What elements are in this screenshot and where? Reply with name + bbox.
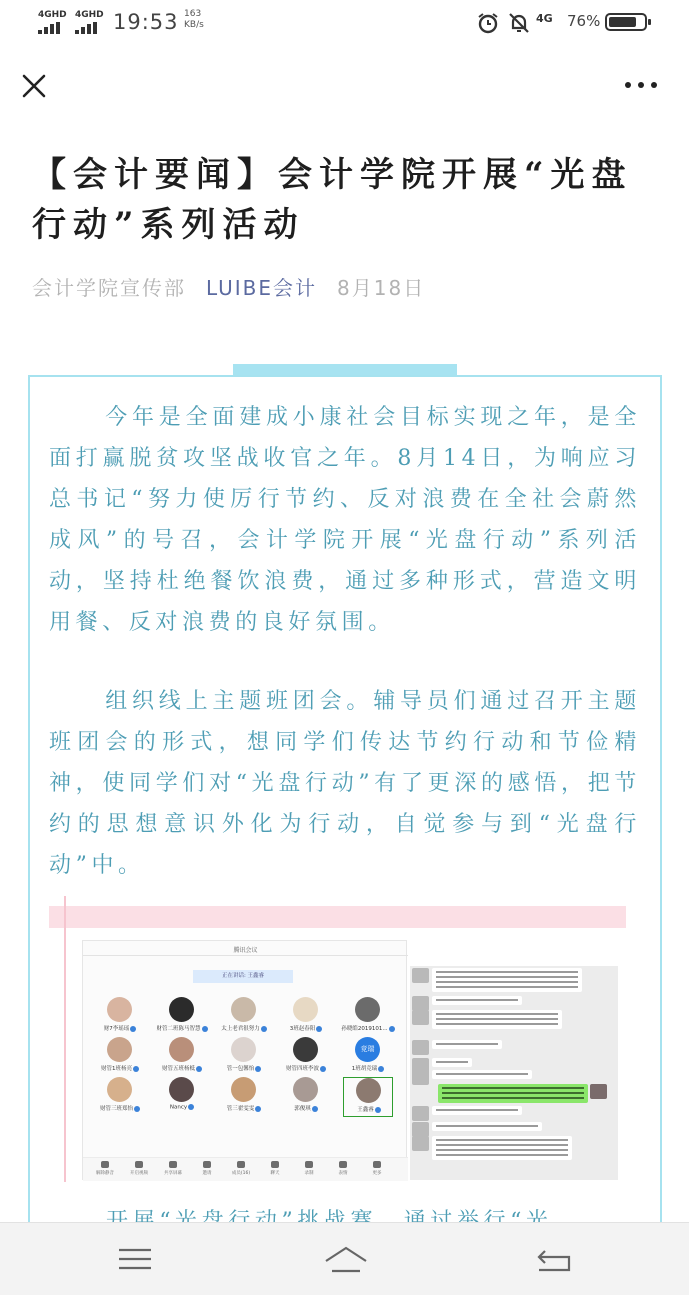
- participant-name: 管三翟雯雯: [215, 1104, 273, 1112]
- article-author: 会计学院宣传部: [32, 276, 186, 300]
- home-icon[interactable]: [322, 1243, 370, 1275]
- meeting-toolbar-item: 聊天: [263, 1161, 287, 1176]
- chat-message: [410, 1084, 610, 1108]
- participant-avatar: [169, 997, 194, 1022]
- chat-message: [410, 996, 610, 1008]
- participant-name: 财管四班李波: [277, 1064, 335, 1072]
- network-type: 4G: [536, 12, 553, 25]
- participant-tile: [157, 1037, 207, 1077]
- chat-avatar: [412, 1010, 429, 1025]
- mic-icon: [130, 1026, 136, 1032]
- participant-avatar: [107, 997, 132, 1022]
- clock: 19:53: [113, 10, 179, 34]
- mic-icon: [320, 1066, 326, 1072]
- chat-message: [410, 1058, 610, 1070]
- toolbar-icon: [305, 1161, 313, 1168]
- toolbar-icon: [135, 1161, 143, 1168]
- image-frame-decoration: [49, 906, 626, 928]
- participant-avatar: [169, 1077, 194, 1102]
- participant-name: 财管三班郑怡: [91, 1104, 149, 1112]
- participant-tile: [95, 1037, 145, 1077]
- speed-unit: KB/s: [184, 20, 204, 30]
- mic-icon: [312, 1106, 318, 1112]
- mic-icon: [375, 1107, 381, 1113]
- mic-icon: [261, 1026, 267, 1032]
- participant-tile: [157, 997, 207, 1037]
- chat-message: [410, 1136, 610, 1166]
- chat-message: [410, 1010, 610, 1034]
- participant-tile: [219, 997, 269, 1037]
- signal-bars-icon: [38, 22, 64, 34]
- chat-screenshot: [410, 966, 618, 1180]
- participant-name: 财管1班杨亮: [91, 1064, 149, 1072]
- paragraph-1: [49, 397, 641, 643]
- meeting-screenshot: [82, 940, 407, 1180]
- back-icon[interactable]: [535, 1243, 575, 1275]
- participant-avatar: [355, 997, 380, 1022]
- participant-name: 管一包馨怡: [215, 1064, 273, 1072]
- paragraph-2-text: 组织线上主题班团会。辅导员们通过召开主题班团会的形式，想同学们传达节约行动和节俭精神，使同学们对“光盘行动”有了更深的感悟，把节约的思想意识外化为行动，自觉参与到“光盘行动”中。: [49, 689, 641, 878]
- chat-message: [410, 1040, 610, 1052]
- meeting-title: 腾讯会议: [233, 947, 258, 954]
- article-title: 【会计要闻】会计学院开展“光盘行动”系列活动: [32, 155, 633, 245]
- chat-avatar: [412, 1040, 429, 1055]
- sim2-label: 4GHD: [75, 10, 104, 20]
- participant-name: 郭俊琪: [277, 1104, 335, 1112]
- meeting-toolbar-item: 开启视频: [127, 1161, 151, 1176]
- chat-message: [410, 1122, 610, 1134]
- alarm-clock-icon: [476, 11, 500, 35]
- participant-tile: [343, 1037, 393, 1077]
- participant-tile: [157, 1077, 207, 1117]
- network-speed: [184, 9, 204, 31]
- menu-icon[interactable]: [115, 1243, 155, 1275]
- battery-icon: [605, 13, 647, 31]
- meeting-toolbar-item: 解除静音: [93, 1161, 117, 1176]
- participant-name: 3班赵春阳: [277, 1024, 335, 1032]
- participant-avatar: [107, 1037, 132, 1062]
- status-bar: [0, 0, 689, 46]
- participant-avatar: [293, 1077, 318, 1102]
- more-options-icon[interactable]: [620, 76, 662, 94]
- chat-avatar: [590, 1084, 607, 1099]
- meeting-toolbar-item: 表情: [331, 1161, 355, 1176]
- chat-avatar: [412, 1136, 429, 1151]
- sim1-signal: [38, 10, 67, 20]
- participant-name: 财管二班陈马智慧: [153, 1024, 211, 1032]
- article-image[interactable]: [82, 940, 617, 1180]
- mic-icon: [196, 1066, 202, 1072]
- mic-icon: [378, 1066, 384, 1072]
- mic-icon: [202, 1026, 208, 1032]
- mic-icon: [389, 1026, 395, 1032]
- participant-tile: [219, 1077, 269, 1117]
- chat-avatar: [412, 1070, 429, 1085]
- mic-icon: [255, 1066, 261, 1072]
- toolbar-icon: [169, 1161, 177, 1168]
- participant-name: 财管五班杨柢: [153, 1064, 211, 1072]
- chat-avatar: [412, 1122, 429, 1137]
- speed-value: 163: [184, 9, 202, 19]
- participant-tile: [281, 1077, 331, 1117]
- meeting-toolbar-item: 录制: [297, 1161, 321, 1176]
- participant-avatar: [293, 997, 318, 1022]
- participant-tile: [219, 1037, 269, 1077]
- bell-muted-icon: [507, 11, 531, 35]
- participant-name: 王鑫睿: [340, 1105, 398, 1113]
- image-frame-line: [64, 896, 66, 1182]
- meeting-toolbar-item: 共享屏幕: [161, 1161, 185, 1176]
- participant-avatar: [231, 1077, 256, 1102]
- mic-icon: [133, 1066, 139, 1072]
- participant-avatar: 竞瑞: [355, 1037, 380, 1062]
- mic-icon: [255, 1106, 261, 1112]
- participant-avatar: [231, 1037, 256, 1062]
- participant-name: 孙晓皓2019101...: [339, 1024, 397, 1032]
- participant-tile: [281, 1037, 331, 1077]
- participant-avatar: [356, 1078, 381, 1103]
- speaking-banner: 正在讲话: 王鑫睿: [193, 970, 293, 983]
- toolbar-icon: [373, 1161, 381, 1168]
- sim1-label: 4GHD: [38, 10, 67, 20]
- participant-tile: [95, 997, 145, 1037]
- mic-icon: [316, 1026, 322, 1032]
- participant-tile: [343, 997, 393, 1037]
- signal-bars-icon: [75, 22, 101, 34]
- toolbar-icon: [339, 1161, 347, 1168]
- account-link[interactable]: LUIBE会计: [206, 276, 318, 300]
- publish-date: 8月18日: [337, 276, 426, 300]
- meeting-toolbar-item: 更多: [365, 1161, 389, 1176]
- mic-icon: [134, 1106, 140, 1112]
- toolbar-icon: [237, 1161, 245, 1168]
- article-meta: [32, 272, 425, 301]
- participant-tile: [343, 1077, 393, 1117]
- sim2-signal: [75, 10, 104, 20]
- participant-avatar: [231, 997, 256, 1022]
- chat-avatar: [412, 968, 429, 983]
- meeting-toolbar-item: 邀请: [195, 1161, 219, 1176]
- participant-name: Nancy: [153, 1104, 211, 1111]
- participant-name: 财7李瑶瑶: [91, 1024, 149, 1032]
- chat-avatar: [412, 1106, 429, 1121]
- close-icon[interactable]: [18, 70, 50, 102]
- participant-name: 太上老君很努力: [215, 1024, 273, 1032]
- meeting-toolbar: [83, 1157, 408, 1181]
- chat-message: [410, 968, 610, 998]
- participant-avatar: [169, 1037, 194, 1062]
- system-nav-bar: [0, 1222, 689, 1295]
- paragraph-1-text: 今年是全面建成小康社会目标实现之年，是全面打赢脱贫攻坚战收官之年。8月14日，为响应习总书记“努力使厉行节约、反对浪费在全社会蔚然成风”的号召，会计学院开展“光盘行动”系列活动，坚持杜绝餐饮浪费，通过多种形式，营造文明用餐、反对浪费的良好氛围。: [49, 405, 641, 635]
- meeting-toolbar-item: 成员(16): [229, 1161, 253, 1176]
- toolbar-icon: [203, 1161, 211, 1168]
- participant-name: 1班胡竞瑞: [339, 1064, 397, 1072]
- chat-avatar: [412, 996, 429, 1011]
- participant-tile: [281, 997, 331, 1037]
- chat-message: [410, 1070, 610, 1082]
- mic-icon: [188, 1104, 194, 1110]
- toolbar-icon: [101, 1161, 109, 1168]
- battery-percent: 76%: [567, 12, 601, 30]
- participant-avatar: [107, 1077, 132, 1102]
- toolbar-icon: [271, 1161, 279, 1168]
- participant-avatar: [293, 1037, 318, 1062]
- participant-tile: [95, 1077, 145, 1117]
- chat-message: [410, 1106, 610, 1118]
- paragraph-2: [49, 681, 641, 886]
